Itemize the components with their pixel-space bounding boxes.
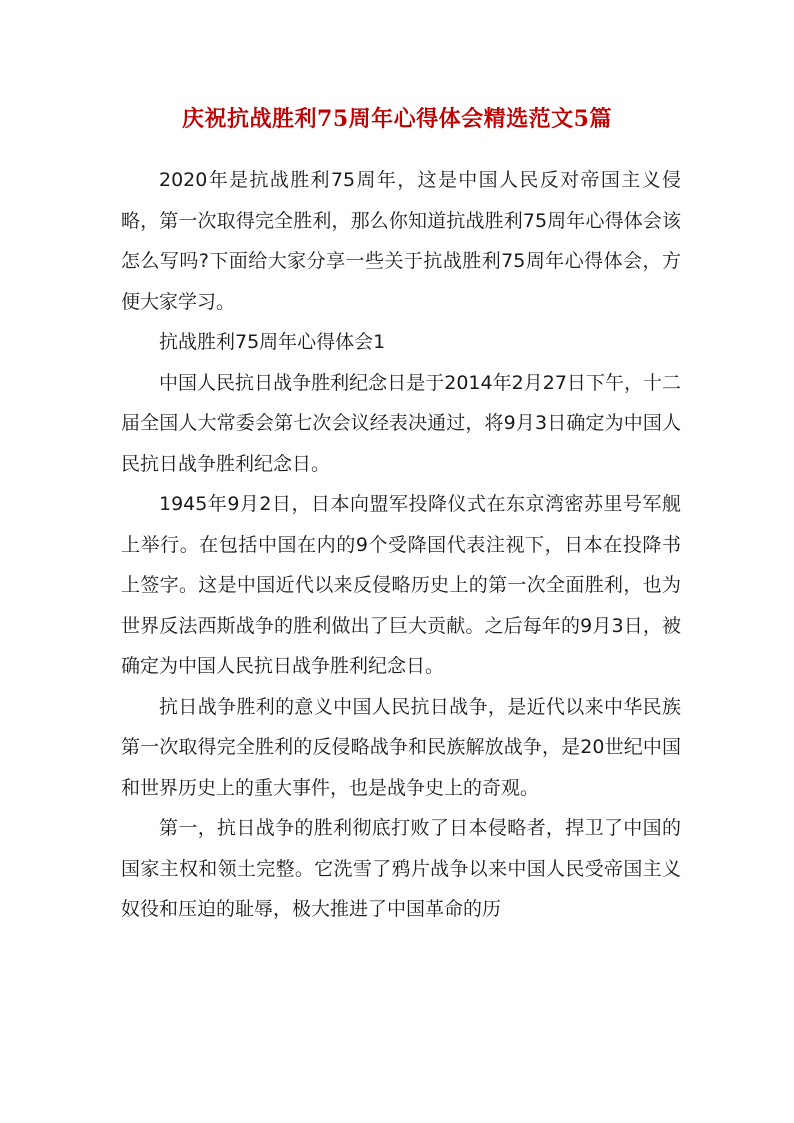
paragraph: 1945年9月2日，日本向盟军投降仪式在东京湾密苏里号军舰上举行。在包括中国在内的9个受降国代表注视下，日本在投降书上签字。这是中国近代以来反侵略历史上的第一次全面胜利，也为世界反法西斯战争的胜利做出了巨大贡献。之后每年的9月3日，被确定为中国人民抗日战争胜利纪念日。 <box>121 493 681 677</box>
section-heading: 抗战胜利75周年心得体会1 <box>159 331 386 353</box>
document-title: 庆祝抗战胜利75周年心得体会精选范文5篇 <box>182 106 612 132</box>
paragraph: 第一，抗日战争的胜利彻底打败了日本侵略者，捍卫了中国的国家主权和领土完整。它洗雪了鸦片战争以来中国人民受帝国主义奴役和压迫的耻辱，极大推进了中国革命的历 <box>121 817 681 920</box>
paragraph-intro: 2020年是抗战胜利75周年，这是中国人民反对帝国主义侵略，第一次取得完全胜利，那么你知道抗战胜利75周年心得体会该怎么写吗?下面给大家分享一些关于抗战胜利75周年心得体会，方便大家学习。 <box>121 169 681 313</box>
paragraph: 抗日战争胜利的意义中国人民抗日战争，是近代以来中华民族第一次取得完全胜利的反侵略战争和民族解放战争，是20世纪中国和世界历史上的重大事件，也是战争史上的奇观。 <box>121 695 681 799</box>
document-body <box>121 160 681 930</box>
paragraph: 中国人民抗日战争胜利纪念日是于2014年2月27日下午，十二届全国人大常委会第七次会议经表决通过，将9月3日确定为中国人民抗日战争胜利纪念日。 <box>121 371 681 475</box>
